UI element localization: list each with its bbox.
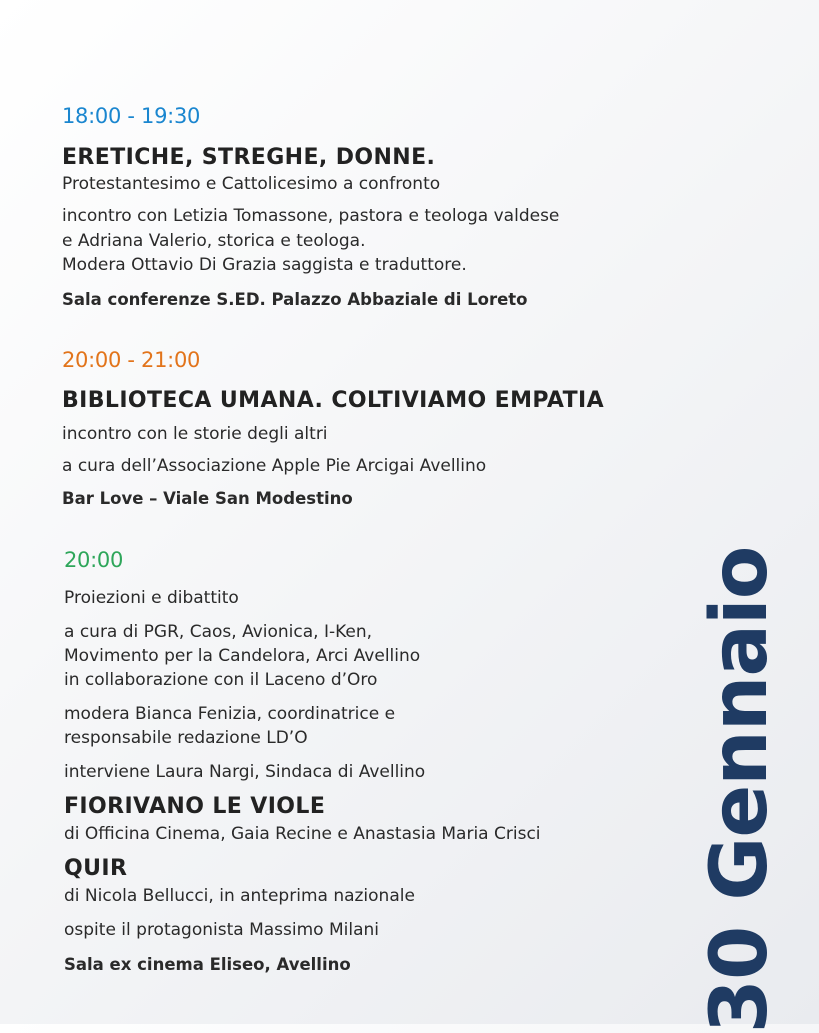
event3-film1-credit: di Officina Cinema, Gaia Recine e Anastasia Maria Crisci: [64, 824, 541, 844]
event3-curated-line1: a cura di PGR, Caos, Avionica, I-Ken,: [64, 622, 373, 642]
event3-film1-title: FIORIVANO LE VIOLE: [64, 794, 326, 819]
event2-line1: incontro con le storie degli altri: [62, 424, 328, 444]
event1-line2: e Adriana Valerio, storica e teologa.: [62, 231, 366, 251]
event1-line1: incontro con Letizia Tomassone, pastora e teologa valdese: [62, 206, 560, 226]
event1-title: ERETICHE, STREGHE, DONNE.: [62, 145, 436, 170]
event2-title: BIBLIOTECA UMANA. COLTIVIAMO EMPATIA: [62, 388, 605, 413]
event3-intro: Proiezioni e dibattito: [64, 588, 239, 608]
event3-speaker: interviene Laura Nargi, Sindaca di Avellino: [64, 762, 426, 782]
event3-guest: ospite il protagonista Massimo Milani: [64, 920, 379, 940]
event3-film2-title: QUIR: [64, 856, 128, 881]
date-label: 30 Gennaio: [695, 546, 785, 1033]
event1-location: Sala conferenze S.ED. Palazzo Abbaziale di Loreto: [62, 290, 528, 309]
event3-curated-line2: Movimento per la Candelora, Arci Avellino: [64, 646, 421, 666]
event1-time: 18:00 - 19:30: [62, 104, 201, 128]
event1-line3: Modera Ottavio Di Grazia saggista e traduttore.: [62, 255, 467, 275]
event3-time: 20:00: [64, 548, 124, 572]
event2-location: Bar Love – Viale San Modestino: [62, 489, 353, 508]
event3-moderator-line1: modera Bianca Fenizia, coordinatrice e: [64, 704, 396, 724]
event1-subtitle: Protestantesimo e Cattolicesimo a confronto: [62, 174, 441, 194]
event2-line2: a cura dell’Associazione Apple Pie Arcigai Avellino: [62, 456, 487, 476]
event3-curated-line3: in collaborazione con il Laceno d’Oro: [64, 670, 378, 690]
event3-film2-credit: di Nicola Bellucci, in anteprima nazionale: [64, 886, 415, 906]
event2-time: 20:00 - 21:00: [62, 348, 201, 372]
event3-location: Sala ex cinema Eliseo, Avellino: [64, 955, 351, 974]
event3-moderator-line2: responsabile redazione LD’O: [64, 728, 308, 748]
